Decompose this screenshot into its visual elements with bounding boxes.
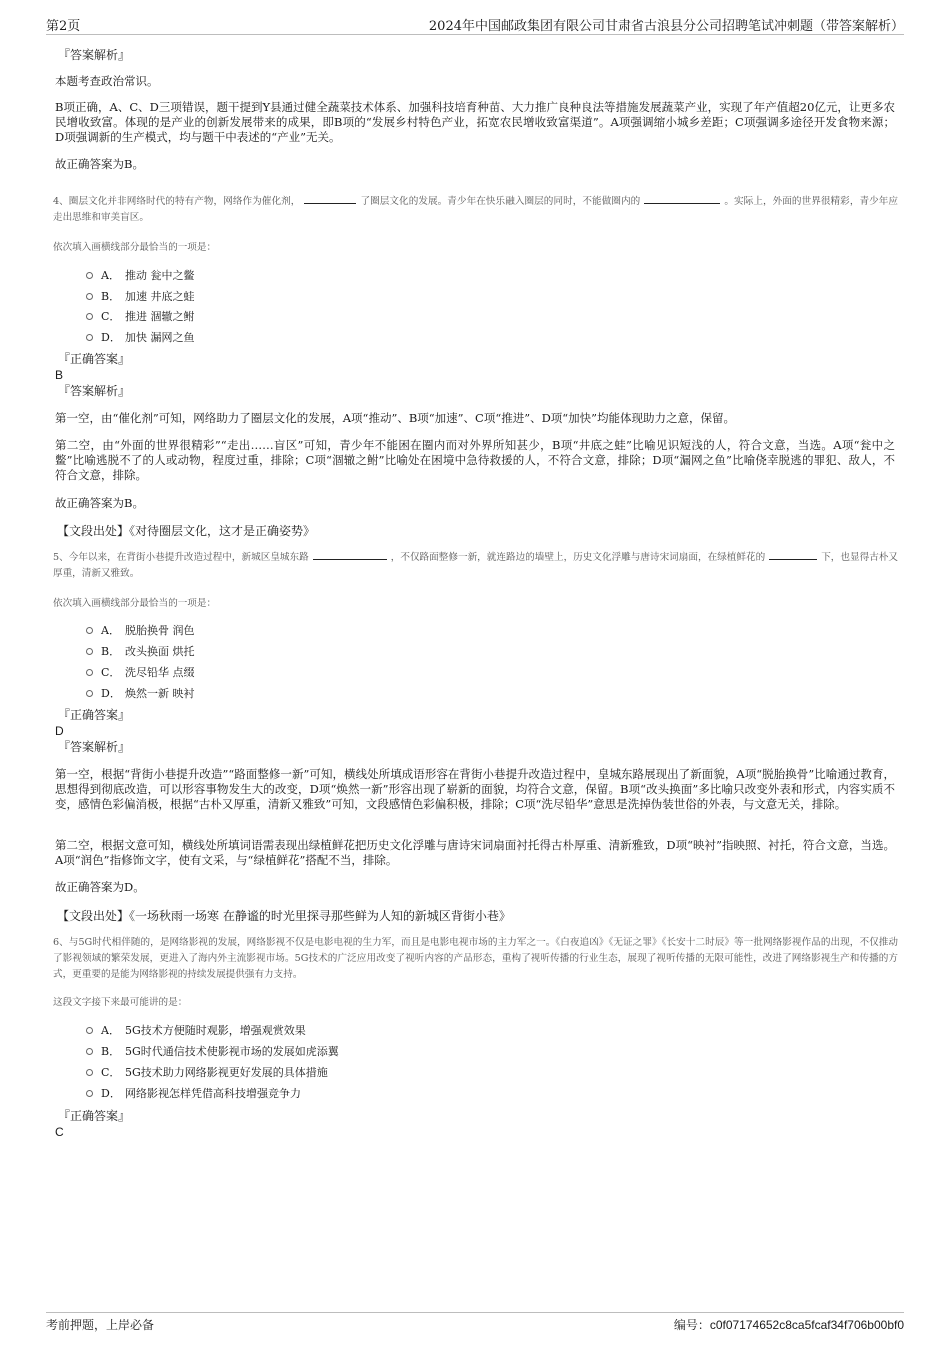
q3-analysis-p3: 故正确答案为B。 [55, 157, 144, 171]
q5-analysis-p3: 故正确答案为D。 [55, 880, 145, 894]
q5-correct-label: 『正确答案』 [58, 708, 131, 722]
radio-icon[interactable] [86, 272, 93, 279]
q6-option-c[interactable]: C． 5G技术助力网络影视更好发展的具体措施 [86, 1064, 328, 1080]
q5-option-a[interactable]: A． 脱胎换骨 润色 [86, 622, 195, 638]
q4-option-d[interactable]: D． 加快 漏网之鱼 [86, 329, 195, 345]
q5-option-c[interactable]: C． 洗尽铅华 点缀 [86, 664, 195, 680]
q5-correct-answer: D [55, 724, 64, 738]
radio-icon[interactable] [86, 313, 93, 320]
radio-icon[interactable] [86, 690, 93, 697]
radio-icon[interactable] [86, 669, 93, 676]
q4-stem: 4、圈层文化并非网络时代的特有产物，网络作为催化剂， 了圈层文化的发展。青少年在快乐融入圈层的同时，不能做圈内的 。实际上，外面的世界很精彩，青少年应走出思维和审美盲区。 [53, 196, 899, 223]
radio-icon[interactable] [86, 648, 93, 655]
radio-icon[interactable] [86, 334, 93, 341]
q3-analysis-p2: B项正确，A、C、D三项错误，题干提到Y县通过健全蔬菜技术体系、加强科技培育种苗、大力推广良种良法等措施发展蔬菜产业，实现了年产值超20亿元，让更多农民增收致富。体现的是产业的创新发展带来的成果，即B项的“发展乡村特色产业，拓宽农民增收致富渠道”。A项强调缩小城乡差距；C项强调多途径开发食物来源；D项强调新的生产模式，均与题干中表述的“产业”无关。 [55, 100, 895, 144]
q5-analysis-p2: 第二空，根据文意可知，横线处所填词语需表现出绿植鲜花把历史文化浮雕与唐诗宋词扇面衬托得古朴厚重、清新雅致，D项“映衬”指映照、衬托，符合文意，当选。A项“润色”指修饰文字，使有文采，与“绿植鲜花”搭配不当，排除。 [55, 838, 895, 867]
q3-analysis-p1: 本题考查政治常识。 [55, 74, 159, 88]
q4-blank-2 [644, 194, 720, 204]
radio-icon[interactable] [86, 1048, 93, 1055]
q4-correct-answer: B [55, 368, 64, 382]
q4-analysis-p1: 第一空，由“催化剂”可知，网络助力了圈层文化的发展，A项“推动”、B项“加速”、C项“推进”、D项“加快”均能体现助力之意，保留。 [55, 411, 736, 425]
q5-blank-2 [769, 550, 817, 560]
radio-icon[interactable] [86, 627, 93, 634]
q6-correct-label: 『正确答案』 [58, 1109, 131, 1123]
q6-ask: 这段文字接下来最可能讲的是： [53, 997, 188, 1008]
footer-slogan: 考前押题，上岸必备 [46, 1318, 155, 1332]
q5-ask: 依次填入画横线部分最恰当的一项是： [53, 598, 217, 609]
q4-option-b[interactable]: B． 加速 井底之蛙 [86, 288, 195, 304]
document-code: 编号：c0f07174652c8ca5fcaf34f706b00bf0 [673, 1318, 904, 1332]
q4-blank-1 [304, 194, 356, 204]
q5-source: 【文段出处】《一场秋雨一场寒 在静谧的时光里探寻那些鲜为人知的新城区背街小巷》 [57, 909, 511, 923]
q3-analysis-label: 『答案解析』 [58, 48, 131, 62]
q4-option-c[interactable]: C． 推进 涸辙之鲋 [86, 308, 195, 324]
q4-option-a[interactable]: A． 推动 瓮中之鳖 [86, 267, 195, 283]
page-header [46, 14, 904, 35]
q5-stem: 5、今年以来，在背街小巷提升改造过程中，新城区皇城东路 ，不仅路面整修一新，就连路边的墙壁上，历史文化浮雕与唐诗宋词扇面，在绿植鲜花的 下，也显得古朴又厚重，清新又雅致。 [53, 552, 899, 579]
q6-correct-answer: C [55, 1125, 64, 1139]
q5-option-d[interactable]: D． 焕然一新 映衬 [86, 685, 195, 701]
q4-source: 【文段出处】《对待圈层文化，这才是正确姿势》 [57, 524, 316, 538]
radio-icon[interactable] [86, 1069, 93, 1076]
q6-option-a[interactable]: A． 5G技术方便随时观影，增强观赏效果 [86, 1022, 306, 1038]
q5-analysis-p1: 第一空，根据“背街小巷提升改造”“路面整修一新”可知，横线处所填成语形容在背街小巷提升改造过程中，皇城东路展现出了新面貌，A项“脱胎换骨”比喻通过教育，思想得到彻底改造，可以形容事物发生大的改变，D项“焕然一新”形容出现了崭新的面貌，均符合文意，保留。B项“改头换面”多比喻只改变外表和形式，内容实质不变，感情色彩偏消极，根据“古朴又厚重，清新又雅致”可知，文段感情色彩偏积极，排除；C项“洗尽铅华”意思是洗掉伪装世俗的外表，与文意无关，排除。 [55, 767, 895, 811]
q4-ask: 依次填入画横线部分最恰当的一项是： [53, 242, 217, 253]
q5-option-b[interactable]: B． 改头换面 烘托 [86, 643, 195, 659]
q4-correct-label: 『正确答案』 [58, 352, 131, 366]
q6-option-d[interactable]: D． 网络影视怎样凭借高科技增强竞争力 [86, 1085, 301, 1101]
q4-analysis-label: 『答案解析』 [58, 384, 131, 398]
q4-analysis-p3: 故正确答案为B。 [55, 496, 144, 510]
q5-analysis-label: 『答案解析』 [58, 740, 131, 754]
radio-icon[interactable] [86, 1027, 93, 1034]
q4-analysis-p2: 第二空，由“外面的世界很精彩”“走出……盲区”可知，青少年不能困在圈内而对外界所知甚少，B项“井底之蛙”比喻见识短浅的人，符合文意，当选。A项“瓮中之鳖”比喻逃脱不了的人或动物，程度过重，排除；C项“涸辙之鲋”比喻处在困境中急待救援的人，不符合文意，排除；D项“漏网之鱼”比喻侥幸脱逃的罪犯、敌人，不符合文意，排除。 [55, 438, 895, 482]
q6-stem: 6、与5G时代相伴随的，是网络影视的发展，网络影视不仅是电影电视的生力军，而且是电影电视市场的主力军之一。《白夜追凶》《无证之罪》《长安十二时辰》等一批网络影视作品的出现，不仅推动了影视领域的繁荣发展，更进入了海内外主流影视市场。5G技术的广泛应用改变了视听内容的产品形态，重构了视听传播的行业生态，展现了视听传播的无限可能性，改进了网络影视生产和传播的方式，更重要的是能为网络影视的持续发展提供强有力支持。 [53, 937, 898, 980]
radio-icon[interactable] [86, 293, 93, 300]
page-footer [46, 1312, 904, 1335]
q5-blank-1 [313, 550, 387, 560]
q6-option-b[interactable]: B． 5G时代通信技术使影视市场的发展如虎添翼 [86, 1043, 339, 1059]
document-title: 2024年中国邮政集团有限公司甘肃省古浪县分公司招聘笔试冲刺题（带答案解析） [428, 19, 904, 34]
page-number: 第2页 [46, 19, 81, 34]
radio-icon[interactable] [86, 1090, 93, 1097]
